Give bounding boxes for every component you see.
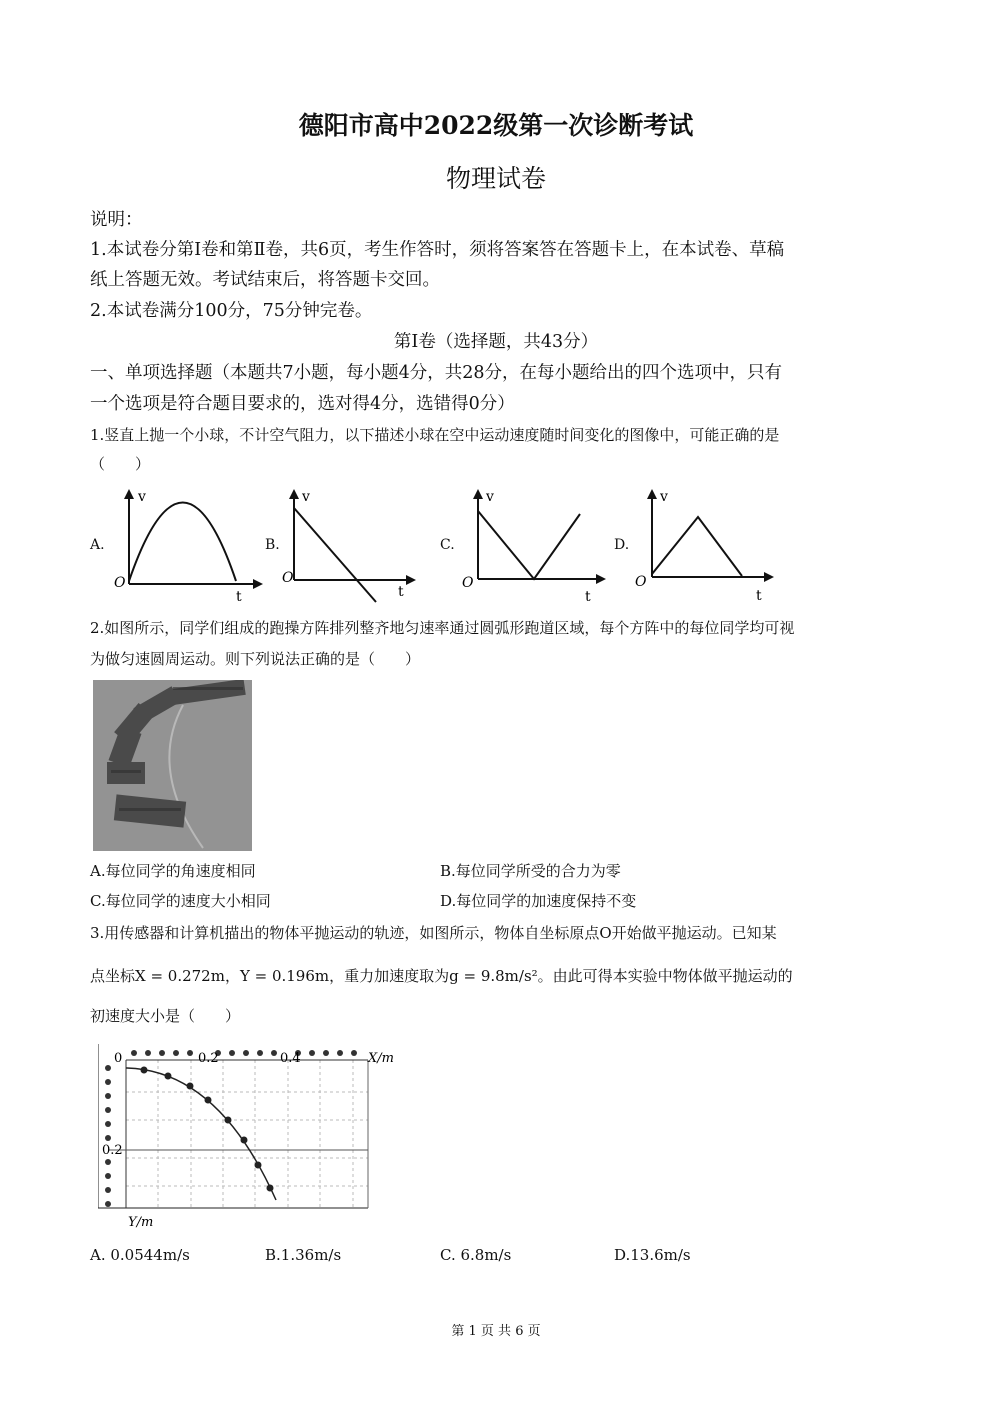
q3-option-d[interactable]: D.13.6m/s (614, 1246, 691, 1264)
trajectory-origin-label: 0 (114, 1051, 123, 1066)
q1-option-d-label: D. (614, 537, 630, 553)
trajectory-figure (98, 1040, 410, 1232)
q1-option-a-graph[interactable] (108, 484, 268, 604)
q1-stem: 1.竖直上抛一个小球，不计空气阻力，以下描述小球在空中运动速度随时间变化的图像中，可能正确的是 (90, 426, 780, 444)
instruction-1-line-1: 1.本试卷分第Ⅰ卷和第Ⅱ卷，共6页，考生作答时，须将答案答在答题卡上，在本试卷、草稿 (90, 240, 785, 260)
q2-stem-line-1: 2.如图所示，同学们组成的跑操方阵排列整齐地匀速率通过圆弧形跑道区域，每个方阵中的每位同学均可视 (90, 619, 795, 637)
q3-option-c[interactable]: C. 6.8m/s (440, 1246, 512, 1264)
q1-c-v-axis-label: v (486, 489, 494, 505)
page-number: 第 1 页 共 6 页 (451, 1324, 541, 1339)
q3-stem-line-3: 初速度大小是（ ） (90, 1007, 241, 1025)
q1-answer-blank: （ ） (90, 455, 151, 473)
part-1-line-2: 一个选项是符合题目要求的，选对得4分，选错得0分） (90, 394, 515, 414)
q1-c-origin-label: O (462, 575, 474, 591)
instruction-2: 2.本试卷满分100分，75分钟完卷。 (90, 301, 373, 321)
q1-a-origin-label: O (114, 575, 126, 591)
q2-option-d[interactable]: D.每位同学的加速度保持不变 (440, 892, 637, 910)
q1-option-d-graph[interactable] (632, 484, 792, 604)
instruction-1-line-2: 纸上答题无效。考试结束后，将答题卡交回。 (90, 270, 440, 290)
q3-option-a[interactable]: A. 0.0544m/s (90, 1246, 190, 1264)
q1-option-b-graph[interactable] (282, 484, 442, 604)
trajectory-x-tick-0-2: 0.2 (198, 1051, 219, 1066)
section-title: 第Ⅰ卷（选择题，共43分） (393, 332, 599, 352)
exam-title: 德阳市高中2022级第一次诊断考试 (298, 111, 694, 140)
exam-subtitle: 物理试卷 (445, 164, 546, 193)
q2-option-a[interactable]: A.每位同学的角速度相同 (90, 862, 256, 880)
q1-c-t-axis-label: t (585, 589, 591, 604)
q1-d-v-axis-label: v (660, 489, 668, 505)
trajectory-x-tick-0-4: 0.4 (280, 1051, 301, 1066)
q1-d-t-axis-label: t (756, 588, 762, 604)
trajectory-x-axis-label: X/m (368, 1051, 394, 1066)
q1-option-a-label: A. (90, 537, 105, 553)
part-1-line-1: 一、单项选择题（本题共7小题，每小题4分，共28分，在每小题给出的四个选项中，只有 (90, 363, 783, 383)
q1-option-b-label: B. (265, 537, 280, 553)
q3-stem-line-1: 3.用传感器和计算机描出的物体平抛运动的轨迹，如图所示，物体自坐标原点O开始做平抛运动。已知某 (90, 924, 777, 942)
q3-stem-line-2: 点坐标X = 0.272m，Y = 0.196m，重力加速度取为g = 9.8m/s²。由此可得本实验中物体做平抛运动的 (90, 967, 793, 985)
q1-a-t-axis-label: t (236, 589, 242, 604)
q1-a-v-axis-label: v (138, 489, 146, 505)
q3-option-b[interactable]: B.1.36m/s (265, 1246, 342, 1264)
q1-d-origin-label: O (635, 574, 647, 590)
q1-option-c-graph[interactable] (458, 484, 618, 604)
running-formation-photo (93, 680, 252, 851)
instructions-heading: 说明： (90, 210, 143, 230)
q1-b-t-axis-label: t (398, 584, 404, 600)
q2-stem-line-2: 为做匀速圆周运动。则下列说法正确的是（ ） (90, 650, 421, 668)
trajectory-y-tick-0-2: 0.2 (102, 1143, 123, 1158)
q1-option-c-label: C. (440, 537, 455, 553)
q2-option-b[interactable]: B.每位同学所受的合力为零 (440, 862, 621, 880)
q2-option-c[interactable]: C.每位同学的速度大小相同 (90, 892, 271, 910)
trajectory-y-axis-label: Y/m (128, 1215, 154, 1230)
q1-b-v-axis-label: v (302, 489, 310, 505)
q1-b-origin-label: O (282, 570, 294, 586)
